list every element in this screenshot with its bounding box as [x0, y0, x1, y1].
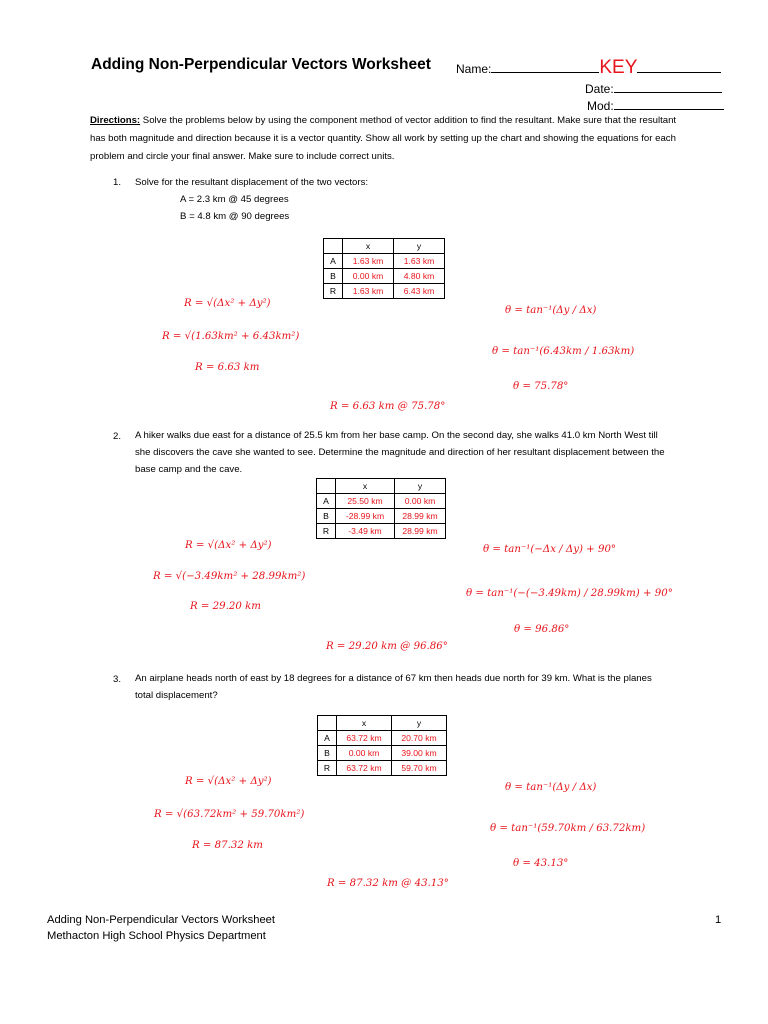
name-field: [456, 57, 721, 78]
problem-1-given-b: B = 4.8 km @ 90 degrees: [180, 211, 290, 222]
row-label: B: [318, 746, 337, 761]
table-row: [317, 524, 446, 539]
cell-x: -3.49 km: [336, 524, 395, 539]
problem-1-vector-table: [323, 238, 445, 299]
table-row: [317, 509, 446, 524]
problem-3-resultant-substitution: R = √(63.72km² + 59.70km²): [154, 809, 305, 820]
table-row: [324, 269, 445, 284]
problem-2-vector-table: [316, 478, 446, 539]
cell-y: 59.70 km: [392, 761, 447, 776]
problem-3-resultant-magnitude: R = 87.32 km: [192, 840, 263, 851]
problem-3-angle-substitution: θ = tan⁻¹(59.70km / 63.72km): [490, 823, 646, 834]
directions-label: Directions:: [90, 115, 141, 126]
table-header-row: [317, 479, 446, 494]
row-label: A: [324, 254, 343, 269]
cell-x: 0.00 km: [343, 269, 394, 284]
page-title: Adding Non-Perpendicular Vectors Worksheet: [91, 56, 431, 73]
cell-x: 1.63 km: [343, 284, 394, 299]
table-row: [324, 254, 445, 269]
problem-2-angle-result: θ = 96.86°: [514, 624, 570, 635]
problem-1-resultant-magnitude: R = 6.63 km: [195, 362, 260, 373]
page-number: 1: [715, 914, 722, 926]
cell-y: 39.00 km: [392, 746, 447, 761]
row-label: A: [317, 494, 336, 509]
table-header-x: x: [337, 716, 392, 731]
problem-2-final-answer: R = 29.20 km @ 96.86°: [326, 641, 448, 652]
cell-y: 28.99 km: [395, 509, 446, 524]
problem-3-angle-formula: θ = tan⁻¹(Δy / Δx): [505, 782, 597, 793]
problem-2-resultant-substitution: R = √(−3.49km² + 28.99km²): [153, 571, 306, 582]
cell-x: 1.63 km: [343, 254, 394, 269]
cell-x: 0.00 km: [337, 746, 392, 761]
cell-x: -28.99 km: [336, 509, 395, 524]
row-label: A: [318, 731, 337, 746]
problem-1-given-a: A = 2.3 km @ 45 degrees: [180, 194, 289, 205]
date-field: [585, 80, 722, 96]
problem-1-final-answer: R = 6.63 km @ 75.78°: [330, 401, 446, 412]
problem-3-angle-result: θ = 43.13°: [513, 858, 569, 869]
mod-label: Mod:: [587, 99, 614, 113]
problem-1-number: 1.: [113, 177, 122, 188]
mod-field: [587, 97, 724, 113]
table-header-y: y: [392, 716, 447, 731]
problem-1-resultant-substitution: R = √(1.63km² + 6.43km²): [162, 331, 300, 342]
table-header-y: y: [394, 239, 445, 254]
footer: [47, 912, 275, 944]
table-header-y: y: [395, 479, 446, 494]
cell-y: 1.63 km: [394, 254, 445, 269]
table-row: [324, 284, 445, 299]
problem-1-resultant-formula: R = √(Δx² + Δy²): [184, 298, 271, 309]
name-value: KEY: [599, 57, 638, 78]
row-label: B: [317, 509, 336, 524]
row-label: R: [324, 284, 343, 299]
problem-3-vector-table: [317, 715, 447, 776]
table-row: [317, 494, 446, 509]
problem-1-angle-result: θ = 75.78°: [513, 381, 569, 392]
table-header-row: [318, 716, 447, 731]
problem-2-resultant-formula: R = √(Δx² + Δy²): [185, 540, 272, 551]
cell-y: 6.43 km: [394, 284, 445, 299]
problem-2-angle-substitution: θ = tan⁻¹(−(−3.49km) / 28.99km) + 90°: [466, 588, 673, 599]
row-label: B: [324, 269, 343, 284]
row-label: R: [318, 761, 337, 776]
name-label: Name:: [456, 62, 492, 76]
table-row: [318, 731, 447, 746]
problem-2-angle-formula: θ = tan⁻¹(−Δx / Δy) + 90°: [483, 544, 617, 555]
problem-3-text: An airplane heads north of east by 18 degrees for a distance of 67 km then heads due north for 39 km. What is the planes total displacement?: [135, 673, 652, 701]
table-header-x: x: [336, 479, 395, 494]
cell-y: 20.70 km: [392, 731, 447, 746]
table-header-x: x: [343, 239, 394, 254]
directions: [90, 112, 690, 166]
table-header-row: [324, 239, 445, 254]
problem-1-angle-formula: θ = tan⁻¹(Δy / Δx): [505, 305, 597, 316]
date-label: Date:: [585, 82, 614, 96]
cell-y: 0.00 km: [395, 494, 446, 509]
table-row: [318, 746, 447, 761]
footer-title: Adding Non-Perpendicular Vectors Worksheet: [47, 914, 276, 926]
cell-x: 25.50 km: [336, 494, 395, 509]
cell-x: 63.72 km: [337, 731, 392, 746]
footer-department: Methacton High School Physics Department: [47, 930, 266, 942]
directions-text: Solve the problems below by using the component method of vector addition to find the resultant. Make sure that the resultant has both magnitude and direction because it is a vector quantity. Show all work by setting up the chart and showing the equations for each problem and circle your final answer. Make sure to include correct units.: [90, 115, 677, 162]
cell-y: 4.80 km: [394, 269, 445, 284]
problem-2-text: A hiker walks due east for a distance of 25.5 km from her base camp. On the second day, she walks 41.0 km North West till she discovers the cave she wanted to see. Determine the magnitude and direction of her resultant displacement between the base camp and the cave.: [135, 430, 665, 475]
problem-1-angle-substitution: θ = tan⁻¹(6.43km / 1.63km): [492, 346, 635, 357]
problem-3-resultant-formula: R = √(Δx² + Δy²): [185, 776, 272, 787]
problem-2-number: 2.: [113, 431, 122, 442]
problem-1-text: Solve for the resultant displacement of the two vectors:: [135, 177, 369, 188]
cell-y: 28.99 km: [395, 524, 446, 539]
row-label: R: [317, 524, 336, 539]
problem-2-resultant-magnitude: R = 29.20 km: [190, 601, 261, 612]
table-row: [318, 761, 447, 776]
problem-3-final-answer: R = 87.32 km @ 43.13°: [327, 878, 449, 889]
problem-3-number: 3.: [113, 674, 122, 685]
cell-x: 63.72 km: [337, 761, 392, 776]
